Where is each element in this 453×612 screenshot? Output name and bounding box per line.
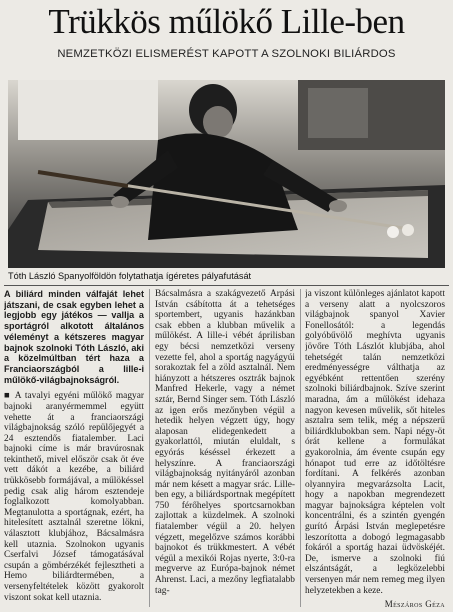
article-lead: A biliárd minden válfaját lehet játszani, de csak egyben lehet a legjobb egy játékos — vallja a sportágról alkotott általános véleményt a kétszeres magyar bajnok szolnoki Tóth László, aki a közelmúltban tért haza a Franciaországból a lille-i műlökő-világbajnokságról. — [4, 289, 144, 385]
billiard-player-photo — [8, 80, 445, 268]
column-divider — [300, 289, 301, 607]
article-headline: Trükkös műlökő Lille-ben — [48, 2, 405, 41]
article-body-text: Bácsalmásra a szakágvezető Árpási István csábította át a tehetséges sportembert, ugyanis hazánkban csak ebben a klubban művelik a műlökést. A lille-i vébét áprilisban egy bécsi nemzetközi verseny vezette fel, ahol a sportág nagyágyúi sorakoztak fel a zöld asztalnál. Nem hiányzott a hétszeres osztrák bajnok Manfred Hekerle, vagy a német sztár, Bernd Singer sem. Tóth László az igen erős mezőnyben végül a hetedik helyen végzett úgy, hogy alaposan elidegenkedett a gyakorlattól, miután eluldalt, s egyórás késéssel érkezett a helyszínre. A franciaországi világbajnokság nyitányáról azonban már nem késett a magyar srác. Lille-ben egy, a biliárdsportnak megépített 750 férőhelyes sportcsarnokban zajlottak a küzdelmek. A szolnoki fiatalember végül a 20. helyen végzett, megelőzve számos korábbi bajnokot és trükkmestert. A vébét végül a mexikói Rojas nyerte, 3:0-ra megverve az Európa-bajnok német Ahrenst. Laci, a mezőny legfiatalabb tag- — [155, 289, 295, 596]
article-column-1 — [4, 289, 144, 607]
article-photo — [8, 80, 445, 268]
author-byline: Mészáros Géza — [384, 599, 445, 609]
caption-divider — [4, 285, 449, 286]
article-body-text: ja viszont különleges ajánlatot kapott a verseny alatt a nyolcszoros világbajnok spanyol Xavier Fonellosától: a legendás golyóbűvölő meghívta ugyanis jövőre Tóth Lászlót klubjába, ahol tehetségét talán nemzetközi eredményességre válthatja az egyébként rettentően szerény szolnoki biliárdbajnok. Szíve szerint maradna, ám a műlökést idehaza nagyon kevesen művelik, sőt hiteles asztalra sem telik, még a népszerű biliárdklubokban sem. Napi négy-öt órát kellene a formulákat gyakorolnia, ám évente csupán egy hónapot tud erre az időtöltésre fordítani. A felkérés azonban olyannyira megvarázsolta Lacit, hogy a napokban megrendezett magyar bajnokságra képtelen volt koncentrálni, és a szintén gyengén gurító Árpási István meglepetésre leszorította a dobogó legmagasabb fokáról a sportág hazai üdvöskéjét. De, ismerve a szolnoki fiú elszántságát, a legközelebbi versenyen már nem remeg meg ilyen helyzetekben a keze. — [305, 289, 445, 595]
article-body-text: ■ A tavalyi egyéni műlökő magyar bajnoki aranyérmemmel együtt vehette át a franciaországi világbajnokság szóló repülőjegyét a 24 esztendős fiatalember. Laci bajnoki címe is már bravúrosnak tekinthető, mivel először csak öt éve vett dákót a kezébe, a biliárd trükkösebb formájával, a műlökéssel pedig csak alig három esztendeje foglalkozott komolyabban. Megtanulotta a sportágnak, ezért, ha hitelesített asztalnál szeretne lökni, választott klubjához, Bácsalmásra kell utaznia. Szolnokon ugyanis Cserfalvi József támogatásával csupán a gömbérzékét fejlesztheti a Hemo biliárdtermében, a versenyfeltételek között gyakorolt viszont sokat kell utaznia. — [4, 391, 144, 603]
photo-caption: Tóth László Spanyolföldön folytathatja ígéretes pályafutását — [8, 271, 252, 281]
article-column-2 — [155, 289, 295, 607]
article-column-3 — [305, 289, 445, 607]
article-subheadline: NEMZETKÖZI ELISMERÉST KAPOTT A SZOLNOKI BILIÁRDOS — [57, 48, 396, 60]
column-divider — [149, 289, 150, 607]
